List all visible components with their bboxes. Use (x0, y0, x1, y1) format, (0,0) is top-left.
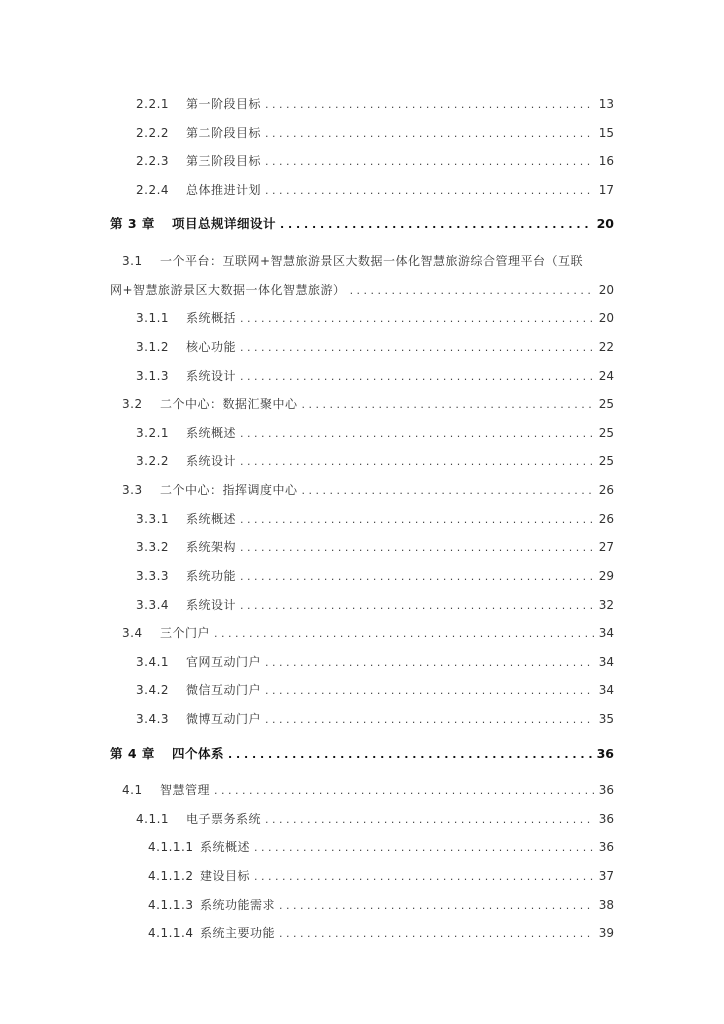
toc-page-number: 26 (598, 512, 614, 526)
toc-entry-4-1-1-1[interactable] (148, 838, 614, 855)
toc-page-number: 36 (598, 812, 614, 826)
toc-title-continued: 网+智慧旅游景区大数据一体化智慧旅游） (110, 283, 346, 297)
toc-page-number: 26 (598, 483, 614, 497)
toc-title: 一个平台：互联网+智慧旅游景区大数据一体化智慧旅游综合管理平台（互联 (160, 254, 584, 268)
toc-leader (240, 370, 594, 383)
toc-page-number: 36 (598, 840, 614, 854)
toc-title: 系统概括 (186, 311, 237, 325)
toc-page-number: 20 (598, 283, 614, 297)
toc-title: 微博互动门户 (186, 712, 262, 726)
toc-leader (302, 484, 594, 497)
toc-leader (350, 284, 594, 297)
toc-entry-3-2-2[interactable] (136, 452, 614, 469)
toc-entry-3-1-2[interactable] (136, 338, 614, 355)
toc-page-number: 38 (598, 898, 614, 912)
toc-number: 3.1.2 (136, 340, 170, 354)
toc-leader (265, 684, 594, 697)
toc-entry-3-2[interactable] (122, 395, 614, 412)
toc-entry-3-4-1[interactable] (136, 653, 614, 670)
toc-page-number: 25 (598, 426, 614, 440)
toc-number: 3.4.2 (136, 683, 170, 697)
toc-title: 智慧管理 (160, 783, 211, 797)
toc-chapter-title: 四个体系 (172, 746, 225, 761)
toc-leader (265, 656, 594, 669)
toc-title: 系统功能需求 (200, 898, 276, 912)
toc-leader (240, 541, 594, 554)
toc-number: 3.1 (122, 254, 143, 268)
toc-leader (228, 748, 593, 761)
toc-page-number: 16 (598, 154, 614, 168)
toc-entry-3-4[interactable] (122, 624, 614, 641)
toc-title: 系统功能 (186, 569, 237, 583)
toc-entry-3-1-1[interactable] (136, 309, 614, 326)
toc-title: 建设目标 (200, 869, 251, 883)
toc-entry-3-4-3[interactable] (136, 710, 614, 727)
toc-page-number: 25 (598, 397, 614, 411)
toc-page-number: 25 (598, 454, 614, 468)
toc-leader (254, 841, 594, 854)
toc-number: 3.3.2 (136, 540, 170, 554)
toc-leader (214, 627, 594, 640)
toc-page-number: 36 (596, 746, 614, 761)
toc-leader (265, 98, 594, 111)
toc-entry-3-3-1[interactable] (136, 510, 614, 527)
toc-entry-2-2-3[interactable] (136, 152, 614, 169)
toc-leader (240, 455, 594, 468)
toc-page-number: 22 (598, 340, 614, 354)
toc-entry-4-1-1-4[interactable] (148, 924, 614, 941)
toc-page-number: 15 (598, 126, 614, 140)
toc-number: 4.1.1 (136, 812, 170, 826)
toc-leader (214, 784, 594, 797)
toc-title: 第二阶段目标 (186, 126, 262, 140)
toc-number: 2.2.2 (136, 126, 170, 140)
toc-title: 系统概述 (186, 426, 237, 440)
toc-page-number: 34 (598, 683, 614, 697)
toc-leader (265, 155, 594, 168)
toc-number: 4.1.1.3 (148, 898, 194, 912)
toc-page-number: 20 (598, 311, 614, 325)
toc-number: 3.1.1 (136, 311, 170, 325)
toc-title: 系统设计 (186, 369, 237, 383)
toc-chapter-title: 项目总规详细设计 (172, 216, 277, 231)
toc-number: 2.2.3 (136, 154, 170, 168)
toc-entry-3-3-4[interactable] (136, 596, 614, 613)
toc-title: 总体推进计划 (186, 183, 262, 197)
toc-number: 3.2.1 (136, 426, 170, 440)
toc-number: 4.1.1.2 (148, 869, 194, 883)
toc-number: 3.4.1 (136, 655, 170, 669)
toc-leader (240, 312, 594, 325)
toc-number: 2.2.1 (136, 97, 170, 111)
toc-page-number: 37 (598, 869, 614, 883)
toc-entry-3-1-line1[interactable] (122, 252, 583, 269)
toc-entry-3-1-line2[interactable] (110, 281, 614, 298)
toc-number: 4.1.1.1 (148, 840, 194, 854)
toc-number: 3.3.3 (136, 569, 170, 583)
toc-number: 3.3.4 (136, 598, 170, 612)
toc-leader (280, 218, 593, 231)
toc-title: 第三阶段目标 (186, 154, 262, 168)
toc-page-number: 29 (598, 569, 614, 583)
toc-title: 官网互动门户 (186, 655, 262, 669)
toc-title: 系统概述 (200, 840, 251, 854)
toc-leader (240, 513, 594, 526)
toc-title: 微信互动门户 (186, 683, 262, 697)
toc-title: 核心功能 (186, 340, 237, 354)
toc-entry-2-2-4[interactable] (136, 181, 614, 198)
toc-number: 3.1.3 (136, 369, 170, 383)
toc-number: 3.4 (122, 626, 143, 640)
toc-leader (265, 184, 594, 197)
toc-page-number: 34 (598, 655, 614, 669)
toc-page-number: 13 (598, 97, 614, 111)
toc-page-number: 17 (598, 183, 614, 197)
toc-page-number: 24 (598, 369, 614, 383)
toc-entry-chapter-3[interactable] (110, 214, 614, 232)
toc-title: 系统设计 (186, 598, 237, 612)
toc-number: 3.3.1 (136, 512, 170, 526)
toc-entry-3-1-3[interactable] (136, 367, 614, 384)
toc-leader (279, 927, 594, 940)
toc-title: 系统概述 (186, 512, 237, 526)
toc-page-number: 34 (598, 626, 614, 640)
toc-entry-3-3[interactable] (122, 481, 614, 498)
toc-leader (240, 341, 594, 354)
toc-number: 3.3 (122, 483, 143, 497)
toc-chapter-number: 第 4 章 (110, 746, 155, 761)
toc-entry-2-2-2[interactable] (136, 124, 614, 141)
toc-title: 三个门户 (160, 626, 211, 640)
toc-leader (240, 427, 594, 440)
toc-title: 二个中心：指挥调度中心 (160, 483, 298, 497)
toc-leader (254, 870, 594, 883)
toc-page-number: 35 (598, 712, 614, 726)
toc-entry-4-1-1-3[interactable] (148, 896, 614, 913)
toc-number: 3.2 (122, 397, 143, 411)
toc-number: 4.1.1.4 (148, 926, 194, 940)
toc-title: 系统设计 (186, 454, 237, 468)
toc-leader (265, 813, 594, 826)
toc-leader (279, 899, 594, 912)
toc-page-number: 27 (598, 540, 614, 554)
toc-entry-4-1-1[interactable] (136, 810, 614, 827)
toc-entry-3-2-1[interactable] (136, 424, 614, 441)
toc-chapter-number: 第 3 章 (110, 216, 155, 231)
toc-entry-3-3-2[interactable] (136, 538, 614, 555)
toc-title: 系统架构 (186, 540, 237, 554)
toc-leader (302, 398, 594, 411)
toc-page-number: 39 (598, 926, 614, 940)
toc-title: 第一阶段目标 (186, 97, 262, 111)
toc-page-number: 36 (598, 783, 614, 797)
toc-number: 2.2.4 (136, 183, 170, 197)
toc-leader (240, 570, 594, 583)
toc-leader (265, 127, 594, 140)
toc-entry-chapter-4[interactable] (110, 744, 614, 762)
toc-entry-4-1[interactable] (122, 781, 614, 798)
toc-number: 3.4.3 (136, 712, 170, 726)
toc-entry-4-1-1-2[interactable] (148, 867, 614, 884)
toc-page-number: 20 (596, 216, 614, 231)
toc-number: 4.1 (122, 783, 143, 797)
toc-title: 电子票务系统 (186, 812, 262, 826)
toc-leader (240, 599, 594, 612)
toc-page-number: 32 (598, 598, 614, 612)
toc-entry-3-3-3[interactable] (136, 567, 614, 584)
toc-title: 系统主要功能 (200, 926, 276, 940)
toc-title: 二个中心：数据汇聚中心 (160, 397, 298, 411)
toc-entry-2-2-1[interactable] (136, 95, 614, 112)
toc-entry-3-4-2[interactable] (136, 681, 614, 698)
toc-number: 3.2.2 (136, 454, 170, 468)
toc-leader (265, 713, 594, 726)
